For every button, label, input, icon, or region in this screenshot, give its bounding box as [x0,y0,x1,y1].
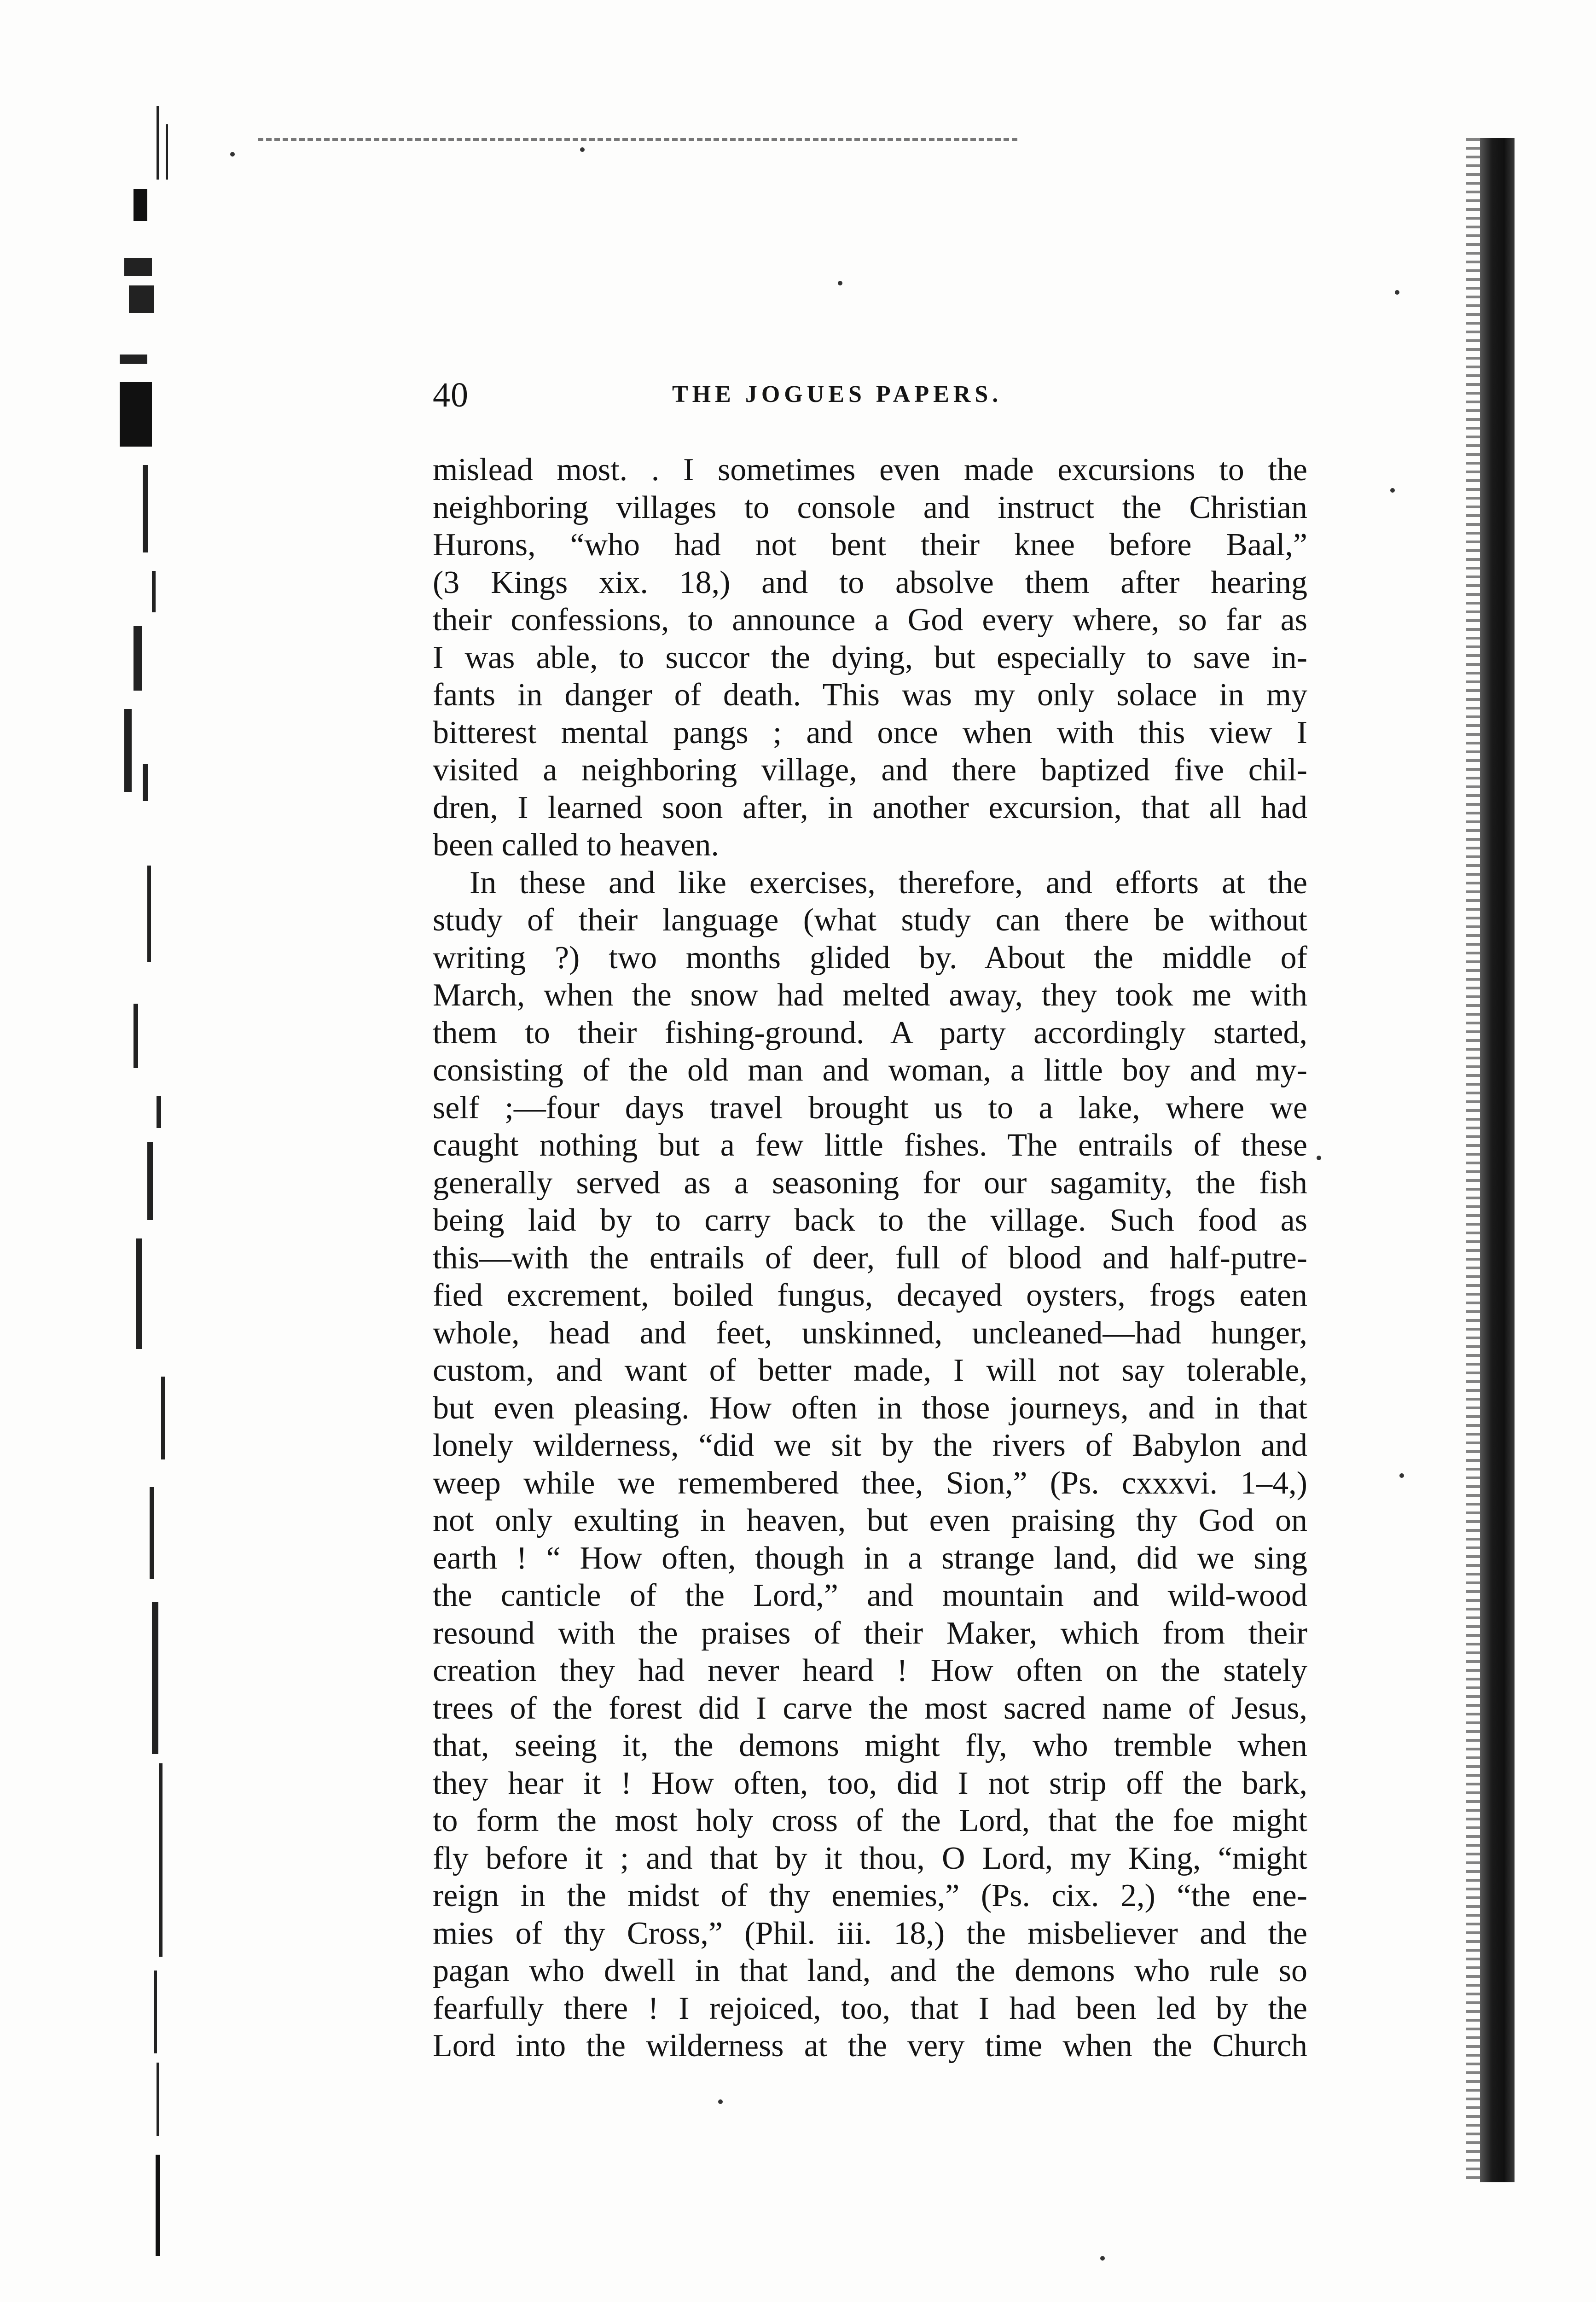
text-line: fants in danger of death. This was my only solace in my [433,677,1307,713]
text-line: caught nothing but a few little fishes. The entrails of these [433,1128,1307,1163]
text-line: bitterest mental pangs ; and once when with this view I [433,715,1307,750]
text-line: writing ?) two months glided by. About the middle of [433,940,1307,976]
ink-speck [1100,2256,1105,2261]
text-line: dren, I learned soon after, in another excursion, that all had [433,790,1307,825]
binding-gutter [115,106,221,2270]
ink-speck [230,152,235,157]
ink-speck [1390,488,1395,493]
text-line: they hear it ! How often, too, did I not strip off the bark, [433,1765,1307,1801]
ink-speck [718,2099,723,2104]
text-line: self ;—four days travel brought us to a lake, where we [433,1090,1307,1126]
text-line: Hurons, “who had not bent their knee before Baal,” [433,527,1307,563]
text-line: to form the most holy cross of the Lord, that the foe might [433,1803,1307,1838]
text-line: not only exulting in heaven, but even praising thy God on [433,1503,1307,1538]
text-line: consisting of the old man and woman, a little boy and my- [433,1052,1307,1088]
running-head: THE JOGUES PAPERS. [672,381,1003,407]
page-header [433,375,1330,426]
text-line: earth ! “ How often, though in a strange land, did we sing [433,1540,1307,1576]
text-line: generally served as a seasoning for our sagamity, the fish [433,1165,1307,1201]
text-line: fied excrement, boiled fungus, decayed oysters, frogs eaten [433,1278,1307,1313]
text-line: custom, and want of better made, I will not say tolerable, [433,1353,1307,1388]
text-line: I was able, to succor the dying, but especially to save in- [433,639,1307,675]
text-line: but even pleasing. How often in those journeys, and in that [433,1390,1307,1426]
text-line: whole, head and feet, unskinned, uncleaned—had hunger, [433,1315,1307,1351]
text-line: them to their fishing-ground. A party accordingly started, [433,1015,1307,1051]
paragraph-first-line: In these and like exercises, therefore, and efforts at the [470,865,1307,901]
body-text [433,451,1307,2065]
text-line: creation they had never heard ! How often on the stately [433,1653,1307,1688]
text-line: weep while we remembered thee, Sion,” (Ps. cxxxvi. 1–4,) [433,1465,1307,1501]
text-line: neighboring villages to console and instruct the Christian [433,489,1307,525]
text-line: this—with the entrails of deer, full of blood and half-putre- [433,1240,1307,1276]
ink-speck [838,281,842,285]
text-line: Lord into the wilderness at the very time when the Church [433,2028,1307,2064]
ink-speck [1317,1156,1321,1160]
text-line: fly before it ; and that by it thou, O Lord, my King, “might [433,1840,1307,1876]
text-line: mies of thy Cross,” (Phil. iii. 18,) the misbeliever and the [433,1915,1307,1951]
text-line: trees of the forest did I carve the most sacred name of Jesus, [433,1690,1307,1726]
top-dashed-rule [258,138,1017,141]
page-edge-shadow [1480,138,1515,2182]
text-line: visited a neighboring village, and there baptized five chil- [433,752,1307,788]
text-line: resound with the praises of their Maker, which from their [433,1615,1307,1651]
text-line: lonely wilderness, “did we sit by the rivers of Babylon and [433,1428,1307,1463]
text-line: been called to heaven. [433,827,719,863]
text-line: that, seeing it, the demons might fly, who tremble when [433,1728,1307,1763]
text-line: mislead most. . I sometimes even made excursions to the [433,452,1307,488]
text-line: March, when the snow had melted away, they took me with [433,977,1307,1013]
text-line: being laid by to carry back to the village. Such food as [433,1203,1307,1238]
text-line: the canticle of the Lord,” and mountain and wild-wood [433,1578,1307,1613]
text-line: reign in the midst of thy enemies,” (Ps. cix. 2,) “the ene- [433,1878,1307,1913]
text-line: (3 Kings xix. 18,) and to absolve them after hearing [433,564,1307,600]
ink-speck [1395,290,1399,295]
text-line: study of their language (what study can there be without [433,902,1307,938]
ink-speck [1399,1473,1404,1478]
ink-speck [580,147,585,152]
text-line: pagan who dwell in that land, and the demons who rule so [433,1953,1307,1988]
text-line: fearfully there ! I rejoiced, too, that I had been led by the [433,1990,1307,2026]
text-line: their confessions, to announce a God every where, so far as [433,602,1307,638]
page-number: 40 [433,376,469,414]
